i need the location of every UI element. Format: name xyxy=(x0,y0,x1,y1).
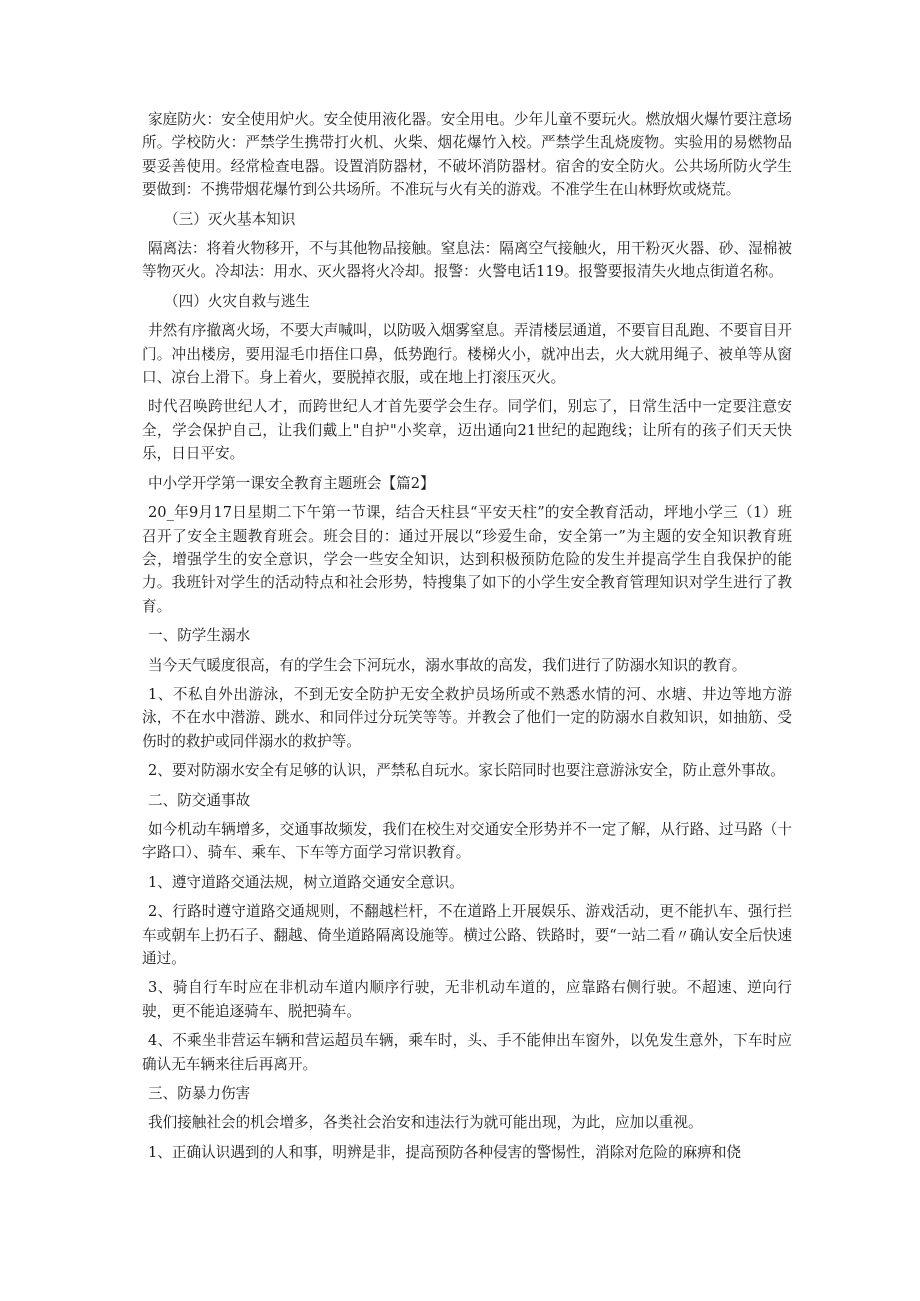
paragraph-drowning-item-1: 1、不私自外出游泳，不到无安全防护无安全救护员场所或不熟悉水情的河、水塘、井边等地方游泳，不在水中潜游、跳水、和同伴过分玩笑等等。并教会了他们一定的防溺水自救知识，如抽筋、受伤时的救护或同伴溺水的救护等。 xyxy=(142,685,792,750)
section-heading-drowning: 一、防学生溺水 xyxy=(148,627,251,645)
section-heading-traffic: 二、防交通事故 xyxy=(148,791,251,809)
subheading-fire-escape: （四）火灾自救与逃生 xyxy=(164,292,310,310)
paragraph-traffic-item-2: 2、行路时遵守道路交通规则，不翻越栏杆，不在道路上开展娱乐、游戏活动，更不能扒车、强行拦车或朝车上扔石子、翻越、倚坐道路隔离设施等。横过公路、铁路时，要“一站二看〃确认安全后快速通过。 xyxy=(142,903,792,967)
paragraph-drowning-item-2: 2、要对防溺水安全有足够的认识，严禁私自玩水。家长陪同时也要注意游泳安全，防止意外事故。 xyxy=(148,762,785,780)
paragraph-drowning-intro: 当今天气暖度很高，有的学生会下河玩水，溺水事故的高发，我们进行了防溺水知识的教育。 xyxy=(148,656,747,674)
paragraph-closing-remarks: 时代召唤跨世纪人才，而跨世纪人才首先要学会生存。同学们，别忘了，日常生活中一定要注意安全，学会保护自己，让我们戴上"自护"小奖章，迈出通向21世纪的起跑线；让所有的孩子们天天快乐，日日平安。 xyxy=(142,398,792,463)
article-title-part-2: 中小学开学第一课安全教育主题班会【篇2】 xyxy=(148,474,435,492)
paragraph-traffic-item-1: 1、遵守道路交通法规，树立道路交通安全意识。 xyxy=(148,873,464,891)
paragraph-traffic-intro: 如今机动车辆增多，交通事故频发，我们在校生对交通安全形势并不一定了解，从行路、过马路（十字路口）、骑车、乘车、下车等方面学习常识教育。 xyxy=(142,820,792,862)
paragraph-violence-intro: 我们接触社会的机会增多，各类社会治安和违法行为就可能出现，为此，应加以重视。 xyxy=(148,1114,703,1132)
paragraph-traffic-item-4: 4、不乘坐非营运车辆和营运超员车辆，乘车时，头、手不能伸出车窗外，以免发生意外，下车时应确认无车辆来往后再离开。 xyxy=(142,1032,792,1073)
paragraph-class-meeting-intro: 20_年9月17日星期二下午第一节课，结合天柱县“平安天柱”的安全教育活动，坪地小学三（1）班召开了安全主题教育班会。班会目的：通过开展以“珍爱生命，安全第一”为主题的安全知识教育班会，增强学生的安全意识，学会一些安全知识，达到积极预防危险的发生并提高学生自我保护的能力。我班针对学生的活动特点和社会形势，特搜集了如下的小学生安全教育管理知识对学生进行了教育。 xyxy=(142,504,792,615)
paragraph-fire-escape: 井然有序撤离火场，不要大声喊叫，以防吸入烟雾窒息。弄清楼层通道，不要盲目乱跑、不要盲目开门。冲出楼房，要用湿毛巾捂住口鼻，低势跑行。楼梯火小，就冲出去，火大就用绳子、被单等从窗口、凉台上滑下。身上着火，要脱掉衣服，或在地上打滚压灭火。 xyxy=(142,322,792,387)
paragraph-home-fire-prevention: 家庭防火：安全使用炉火。安全使用液化器。安全用电。少年儿童不要玩火。燃放烟火爆竹要注意场所。学校防火：严禁学生携带打火机、火柴、烟花爆竹入校。严禁学生乱烧废物。实验用的易燃物品要妥善使用。经常检查电器。设置消防器材，不破坏消防器材。宿舍的安全防火。公共场所防火学生要做到：不携带烟花爆竹到公共场所。不准玩与火有关的游戏。不准学生在山林野炊或烧荒。 xyxy=(142,111,792,199)
paragraph-traffic-item-3: 3、骑自行车时应在非机动车道内顺序行驶，无非机动车道的，应靠路右侧行驶。不超速、逆向行驶，更不能追逐骑车、脱把骑车。 xyxy=(142,979,792,1020)
document-page xyxy=(142,108,792,1164)
section-heading-violence: 三、防暴力伤害 xyxy=(148,1085,251,1103)
paragraph-extinguishing-methods: 隔离法：将着火物移开，不与其他物品接触。窒息法：隔离空气接触火，用干粉灭火器、砂、湿棉被等物灭火。冷却法：用水、灭火器将火冷却。报警：火警电话119。报警要报清失火地点街道名称。 xyxy=(142,240,792,281)
subheading-extinguishing-basics: （三）灭火基本知识 xyxy=(164,210,296,228)
paragraph-violence-item-1: 1、正确认识遇到的人和事，明辨是非，提高预防各种侵害的警惕性，消除对危险的麻痹和侥 xyxy=(148,1143,742,1161)
